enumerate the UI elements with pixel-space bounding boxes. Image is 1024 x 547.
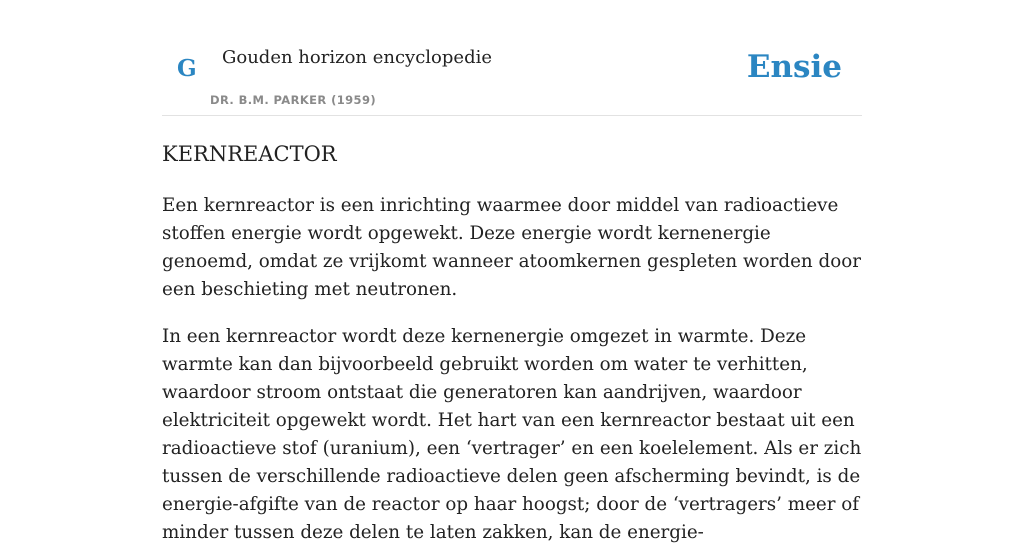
book-title-link[interactable]: Gouden horizon encyclopedie (222, 47, 492, 68)
article-paragraph-2: In een kernreactor wordt deze kernenergie omgezet in warmte. Deze warmte kan dan bijvoorbeeld gebruikt worden om water te verhitten, waardoor stroom ontstaat die generatoren kan aandrijven, waardoor elektriciteit opgewekt wordt. Het hart van een kernreactor bestaat uit een radioactieve stof (uranium), een ‘vertrager’ en een koelelement. Als er zich tussen de verschillende radioactieve delen geen afscherming bevindt, is de energie-afgifte van de reactor op haar hoogst; door de ‘vertragers’ meer of minder tussen deze delen te laten zakken, kan de energie- (162, 326, 862, 543)
ensie-logo[interactable]: Ensie (746, 49, 842, 85)
content-container (162, 0, 862, 543)
page-header (162, 0, 862, 116)
entry-title: KERNREACTOR (162, 142, 337, 166)
book-logo-icon[interactable]: G (177, 55, 197, 82)
article-paragraph-1: Een kernreactor is een inrichting waarmee door middel van radioactieve stoffen energie wordt opgewekt. Deze energie wordt kernenergie genoemd, omdat ze vrijkomt wanneer atoomkernen gespleten worden door een beschieting met neutronen. (162, 195, 861, 300)
book-author: DR. B.M. PARKER (1959) (210, 93, 377, 107)
